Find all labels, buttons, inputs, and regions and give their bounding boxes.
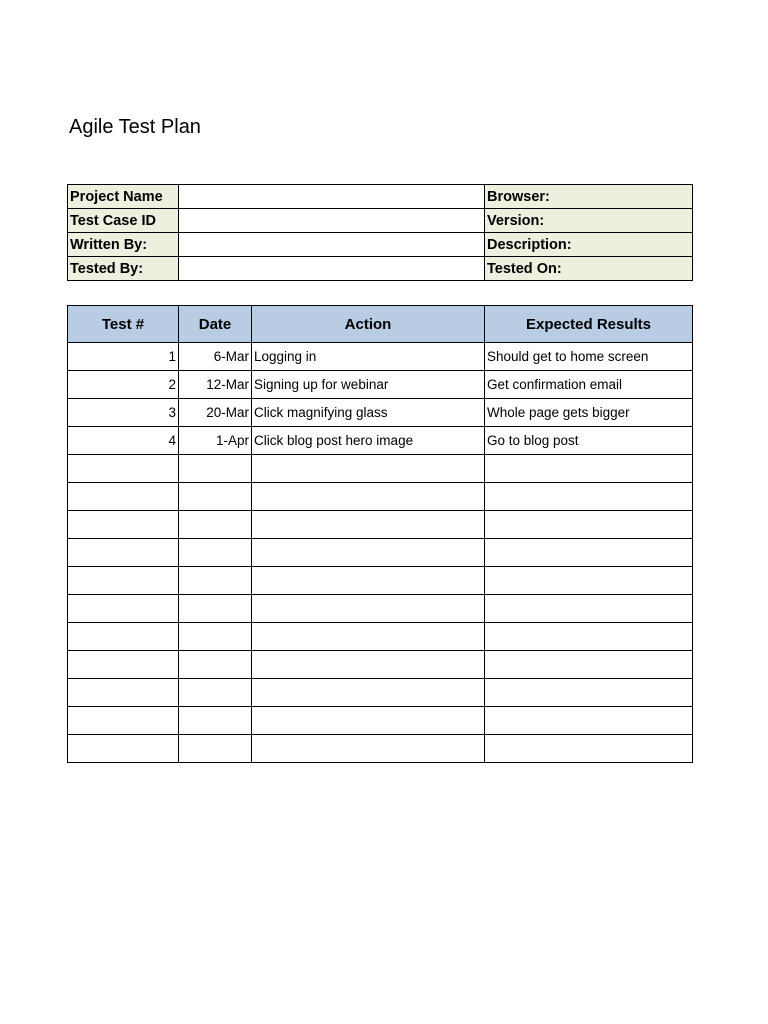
test-number-cell[interactable]: 1 — [68, 343, 179, 371]
column-header-action: Action — [252, 306, 485, 343]
expected-results-cell[interactable]: Go to blog post — [485, 427, 693, 455]
empty-cell[interactable] — [485, 539, 693, 567]
test-case-id-field[interactable] — [179, 209, 485, 233]
test-cases-table — [67, 305, 693, 763]
empty-cell[interactable] — [485, 651, 693, 679]
action-cell[interactable]: Signing up for webinar — [252, 371, 485, 399]
empty-cell[interactable] — [68, 679, 179, 707]
action-cell[interactable]: Click magnifying glass — [252, 399, 485, 427]
empty-cell[interactable] — [179, 455, 252, 483]
written-by-field[interactable] — [179, 233, 485, 257]
empty-table-row — [68, 455, 693, 483]
empty-cell[interactable] — [252, 707, 485, 735]
info-row — [68, 257, 693, 281]
action-cell[interactable]: Click blog post hero image — [252, 427, 485, 455]
table-row — [68, 371, 693, 399]
table-row — [68, 343, 693, 371]
column-header-date: Date — [179, 306, 252, 343]
empty-cell[interactable] — [179, 539, 252, 567]
info-row — [68, 233, 693, 257]
action-cell[interactable]: Logging in — [252, 343, 485, 371]
tested-by-label: Tested By: — [68, 257, 179, 281]
empty-cell[interactable] — [252, 735, 485, 763]
empty-cell[interactable] — [252, 679, 485, 707]
test-number-cell[interactable]: 3 — [68, 399, 179, 427]
project-name-label: Project Name — [68, 185, 179, 209]
written-by-label: Written By: — [68, 233, 179, 257]
empty-cell[interactable] — [252, 539, 485, 567]
empty-cell[interactable] — [485, 595, 693, 623]
empty-cell[interactable] — [485, 707, 693, 735]
empty-cell[interactable] — [252, 455, 485, 483]
page-title: Agile Test Plan — [69, 116, 201, 138]
empty-table-row — [68, 567, 693, 595]
column-header-expected-results: Expected Results — [485, 306, 693, 343]
empty-cell[interactable] — [485, 483, 693, 511]
empty-table-row — [68, 539, 693, 567]
empty-cell[interactable] — [68, 623, 179, 651]
empty-cell[interactable] — [68, 595, 179, 623]
project-name-field[interactable] — [179, 185, 485, 209]
table-row — [68, 399, 693, 427]
empty-cell[interactable] — [68, 483, 179, 511]
empty-cell[interactable] — [252, 595, 485, 623]
empty-cell[interactable] — [252, 511, 485, 539]
empty-cell[interactable] — [68, 567, 179, 595]
expected-results-cell[interactable]: Whole page gets bigger — [485, 399, 693, 427]
empty-cell[interactable] — [252, 651, 485, 679]
empty-cell[interactable] — [68, 707, 179, 735]
test-number-cell[interactable]: 2 — [68, 371, 179, 399]
empty-cell[interactable] — [68, 511, 179, 539]
empty-table-row — [68, 707, 693, 735]
empty-cell[interactable] — [252, 567, 485, 595]
empty-cell[interactable] — [179, 707, 252, 735]
empty-cell[interactable] — [68, 539, 179, 567]
test-case-id-label: Test Case ID — [68, 209, 179, 233]
empty-cell[interactable] — [179, 483, 252, 511]
empty-cell[interactable] — [179, 651, 252, 679]
version-field[interactable]: Version: — [485, 209, 693, 233]
tested-on-field[interactable]: Tested On: — [485, 257, 693, 281]
empty-cell[interactable] — [485, 623, 693, 651]
date-cell[interactable]: 20-Mar — [179, 399, 252, 427]
empty-table-row — [68, 679, 693, 707]
empty-cell[interactable] — [68, 651, 179, 679]
date-cell[interactable]: 12-Mar — [179, 371, 252, 399]
empty-cell[interactable] — [179, 623, 252, 651]
empty-cell[interactable] — [179, 735, 252, 763]
info-row — [68, 209, 693, 233]
empty-cell[interactable] — [485, 511, 693, 539]
empty-table-row — [68, 651, 693, 679]
expected-results-cell[interactable]: Get confirmation email — [485, 371, 693, 399]
table-header-row — [68, 306, 693, 343]
browser-field[interactable]: Browser: — [485, 185, 693, 209]
empty-cell[interactable] — [485, 455, 693, 483]
description-field[interactable]: Description: — [485, 233, 693, 257]
column-header-test-number: Test # — [68, 306, 179, 343]
empty-cell[interactable] — [485, 679, 693, 707]
test-number-cell[interactable]: 4 — [68, 427, 179, 455]
empty-cell[interactable] — [179, 679, 252, 707]
empty-cell[interactable] — [179, 567, 252, 595]
empty-table-row — [68, 483, 693, 511]
tested-by-field[interactable] — [179, 257, 485, 281]
empty-cell[interactable] — [179, 511, 252, 539]
empty-table-row — [68, 735, 693, 763]
empty-cell[interactable] — [179, 595, 252, 623]
project-info-table — [67, 184, 693, 281]
table-row — [68, 427, 693, 455]
expected-results-cell[interactable]: Should get to home screen — [485, 343, 693, 371]
empty-table-row — [68, 623, 693, 651]
date-cell[interactable]: 6-Mar — [179, 343, 252, 371]
date-cell[interactable]: 1-Apr — [179, 427, 252, 455]
empty-cell[interactable] — [252, 483, 485, 511]
empty-cell[interactable] — [485, 735, 693, 763]
empty-cell[interactable] — [485, 567, 693, 595]
empty-cell[interactable] — [68, 455, 179, 483]
info-row — [68, 185, 693, 209]
empty-table-row — [68, 595, 693, 623]
empty-table-row — [68, 511, 693, 539]
empty-cell[interactable] — [252, 623, 485, 651]
empty-cell[interactable] — [68, 735, 179, 763]
